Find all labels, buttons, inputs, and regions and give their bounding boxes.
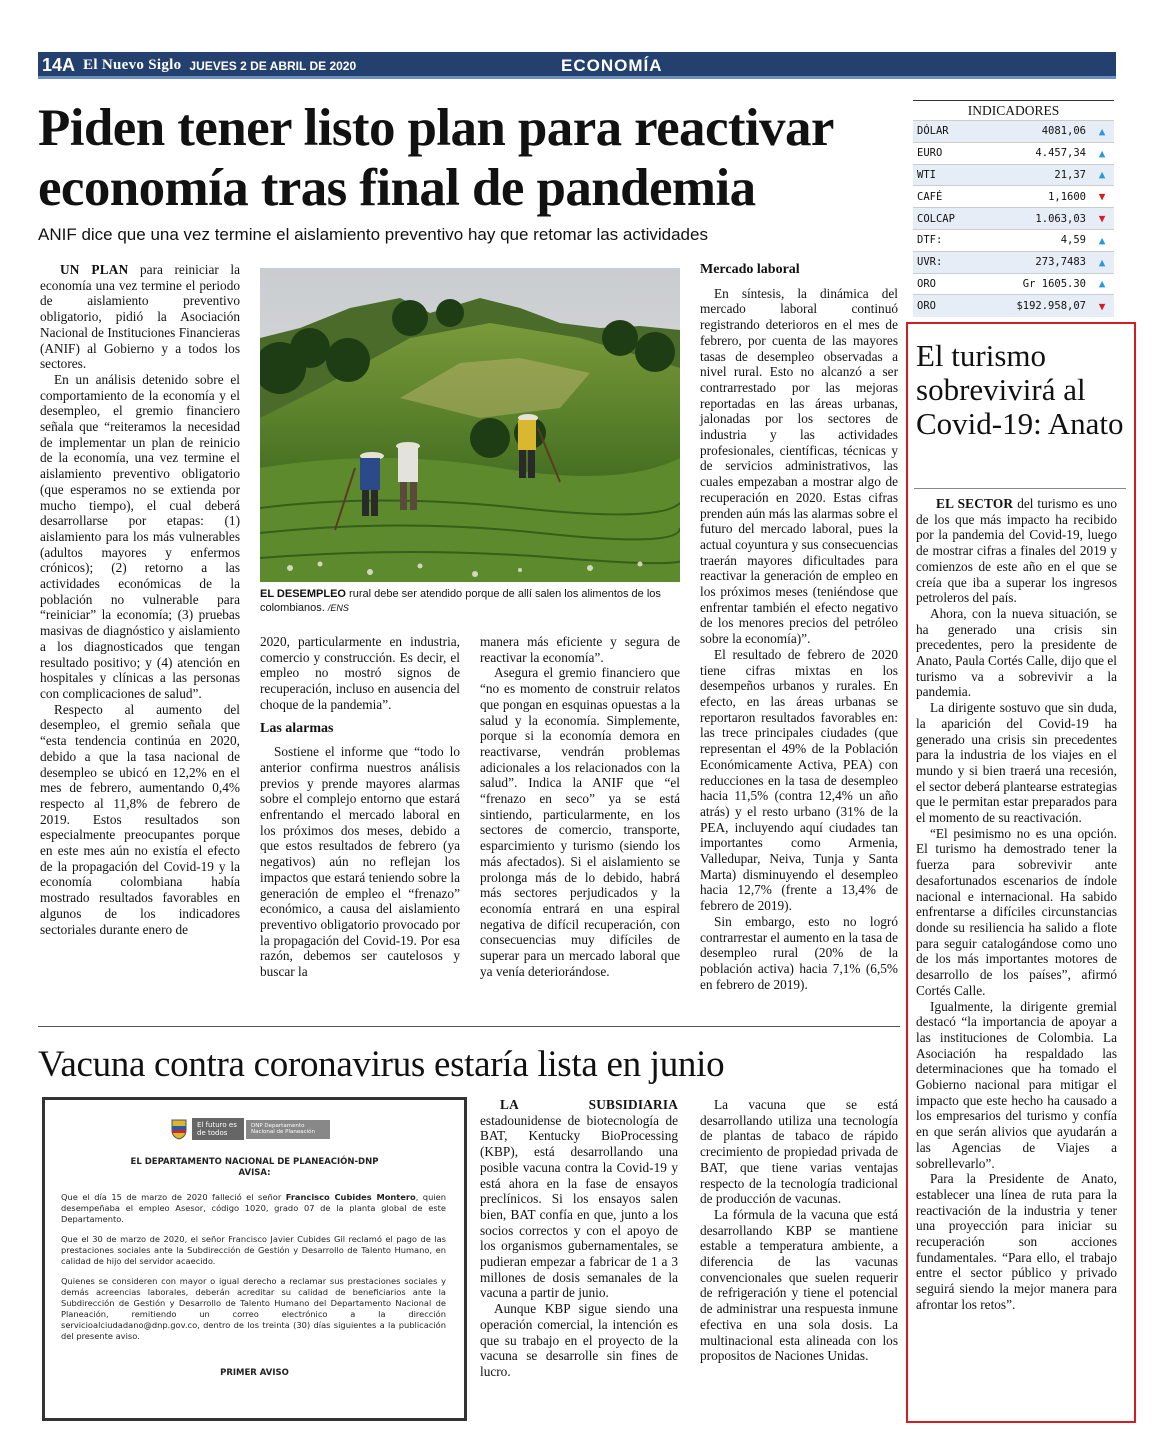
logo-slogan: El futuro es de todos [192, 1118, 244, 1140]
caption-lead: EL DESEMPLEO [260, 588, 346, 600]
photo-caption [260, 587, 680, 615]
notice-title-line: EL DEPARTAMENTO NACIONAL DE PLANEACIÓN-DNP [130, 1157, 379, 1167]
indicator-row [913, 208, 1114, 230]
arrow-down-icon: ▼ [1098, 299, 1106, 313]
paragraph: La dirigente sostuvo que sin duda, la aparición del Covid-19 ha generado una crisis sin precedentes para la industria de los viajes en el mundo y si bien traerá una recesión, el sector deberá plantearse estrategias que le permitan estar preparados para el momento de su reactivación. [916, 700, 1117, 826]
arrow-down-icon: ▼ [1098, 212, 1106, 226]
paragraph: Igualmente, la dirigente gremial destacó “la importancia de apoyar a las instituciones de Colombia. La Asociación ha respaldado las determinaciones que ha tomado el Gobierno nacional para mitigar el impacto que este hecho ha causado a los empresarios del turismo y confía en que serán alivios que ayudarán a las Agencias de Viajes a sobrellevarlo”. [916, 998, 1117, 1171]
page-header [38, 52, 1116, 79]
paragraph: Asegura el gremio financiero que “no es momento de construir relatos que pongan en esquinas opuestas a la salud y la economía. Simplemente, porque si la economía demora en reactivarse, vendrán problemas adicionales a los relacionados con la salud”. Indica la ANIF que “el “frenazo en seco” ya se está sintiendo, particularmente, en los sectores de comercio, transporte, esparcimiento y turismo (siendo los más afectados). Si el aislamiento se prolonga más de lo debido, habrá más sectores perjudicados y la economía entrará en una espiral negativa de difícil recuperación, con consecuencias muy difíciles de superar para un mercado laboral que ya venía deteriorándose. [480, 665, 680, 979]
notice-subtitle: AVISA: [238, 1168, 271, 1178]
lead-in: LA SUBSIDIARIA [500, 1097, 678, 1112]
indicator-value: 1.063,03 [979, 208, 1090, 230]
paragraph: En un análisis detenido sobre el comportamiento de la economía y el desempleo, el gremio financiero señala que “reiteramos la necesidad de implementar un plan de reinicio de la economía, una vez termine el aislamiento preventivo obligatorio (que esperamos no se extienda por mucho tiempo), el cual deberá desarrollarse por etapas: (1) aislamiento para los más vulnerables (adultos mayores y enfermos crónicos); (2) retorno a las actividades económicas de la población no vulnerable para “reiniciar” la economía; (3) pruebas masivas de diagnóstico y aislamiento a los diagnosticados que tengan resultado positivo; y (4) atención en hospitales y clínicas a las personas con complicaciones de salud”. [40, 371, 240, 701]
logo-institution: DNP Departamento Nacional de Planeación [246, 1120, 330, 1139]
deceased-name: Francisco Cubides Montero [285, 1192, 416, 1202]
paragraph: Para la Presidente de Anato, establecer una línea de ruta para la reactivación de la industria y tener una proyección para iniciar su recuperación son acciones fundamentales. “Para ello, el trabajo entre el sector público y privado seguirá siendo la mejor manera para afrontar los retos”. [916, 1171, 1117, 1312]
paragraph: manera más eficiente y segura de reactivar la economía”. [480, 634, 680, 665]
indicator-value: 4.457,34 [979, 142, 1090, 164]
page-number: 14A [42, 55, 76, 75]
lead-in: EL SECTOR [936, 496, 1014, 511]
issue-date: JUEVES 2 DE ABRIL DE 2020 [189, 58, 357, 73]
arrow-up-icon: ▲ [1098, 146, 1106, 160]
photo-credit: /ENS [327, 603, 349, 613]
indicator-row [913, 142, 1114, 164]
paragraph: En síntesis, la dinámica del mercado laboral continuó registrando deterioros en el mes de febrero, por cuenta de las mayores tasas de desempleo observadas a nivel rural. Esto no alcanzó a ser contrarrestado por las mejoras reportadas en las áreas urbanas, jalonadas por los sectores de industria y las actividades profesionales, científicas, técnicas y de servicios administrativos, las cuales empezaban a mostrar algo de recuperación en 2020. Estas cifras prenden aún más las alarmas sobre el futuro del mercado laboral, pues la actual coyuntura y sus consecuencias traerán mayores dificultades para reactivar la generación de empleo en los próximos meses (teniéndose que enfrentar también el efecto negativo de los menores precios del petróleo sobre la economía)”. [700, 285, 898, 647]
notice-paragraph [61, 1192, 446, 1225]
paragraph: 2020, particularmente en industria, comercio y construcción. Es decir, el empleo no mostró signos de recuperación, incluso en ausencia del choque de la pandemia”. [260, 634, 460, 712]
indicator-name: EURO [913, 142, 979, 164]
indicator-value: 4,59 [979, 229, 1090, 251]
publication-name: El Nuevo Siglo [83, 57, 182, 73]
article-column-1 [40, 262, 240, 937]
notice-body [61, 1192, 446, 1351]
paragraph: El resultado de febrero de 2020 tiene cifras mixtas en los desempeños urbanos y rurales. En efecto, en las áreas urbanas se reportaron resultados favorables en: las trece principales ciudades (que representan el 49% de la Población Económicamente Activa, PEA) con reducciones en la tasa de desempleo hacia 11,5% (contra 12,4% un año atrás) y el resto urbano (31% de la PEA, incluyendo aquí ciudades tan importantes como Armenia, Valledupar, Neiva, Tunja y Santa Marta) disminuyendo el desempleo hacia 12,7% (frente a 13,4% de febrero de 2019). [700, 646, 898, 914]
section-heading: Las alarmas [260, 720, 334, 736]
indicator-value: Gr 1605.30 [979, 273, 1090, 295]
paragraph: Sostiene el informe que “todo lo anterior confirma nuestros análisis previos y prende mayores alarmas sobre el complejo entorno que estará enfrentando el mercado laboral en los próximos dos meses, debido a que estos resultados de febrero (ya negativos) aún no reflejan los impactos que estará teniendo sobre la generación de empleo el “frenazo” económico, a causa del aislamiento preventivo obligatorio provocado por la propagación del Covid-19. Por esa razón, debemos ser cautelosos y buscar la [260, 744, 460, 980]
indicator-name: ORO [913, 273, 979, 295]
tourism-body [916, 496, 1117, 1313]
arrow-up-icon: ▲ [1098, 277, 1106, 291]
indicator-row [913, 229, 1114, 251]
paragraph: La vacuna que se está desarrollando utiliza una tecnología de plantas de tabaco de rápido crecimiento de propiedad privada de BAT, que tiene varias ventajas respecto de la tecnología tradicional de producción de vacunas. [700, 1097, 898, 1207]
paragraph: Aunque KBP sigue siendo una operación comercial, la intención es que su trabajo en el proyecto de la vacuna se desarrolle sin fines de lucro. [480, 1301, 678, 1379]
indicator-row [913, 121, 1114, 143]
arrow-up-icon: ▲ [1098, 233, 1106, 247]
arrow-up-icon: ▲ [1098, 255, 1106, 269]
indicator-row [913, 251, 1114, 273]
article-column-3 [480, 634, 680, 979]
notice-paragraph: Quienes se consideren con mayor o igual derecho a reclamar sus prestaciones sociales y demás acreencias laborales, deberán acreditar su calidad de beneficiarios ante la Subdirección de Gestión y Desarrollo de Talento Humano del Departamento Nacional de Planeación, remitiendo un correo electrónico a la dirección servicioalciudadano@dnp.gov.co, dentro de los treinta (30) días siguientes a la publicación del presente aviso. [61, 1276, 446, 1341]
section-heading: Mercado laboral [700, 262, 800, 277]
main-headline: Piden tener listo plan para reactivar economía tras final de pandemia [38, 99, 833, 217]
indicator-name: COLCAP [913, 208, 979, 230]
indicator-name: DTF: [913, 229, 979, 251]
indicator-name: WTI [913, 164, 979, 186]
paragraph: para reiniciar la economía una vez termine el periodo de aislamiento preventivo obligatorio, pidió la Asociación Nacional de Instituciones Financieras (ANIF) al Gobierno y a todos los sectores. [40, 262, 240, 372]
paragraph: del turismo es uno de los que más impacto ha recibido por la pandemia del Covid-19, luego de mostrar cifras a finales del 2019 y comienzos de este año en el que se creía que iba a superar los ingresos petroleros del país. [916, 496, 1117, 606]
section-name: ECONOMÍA [561, 56, 663, 75]
indicator-row [913, 186, 1114, 208]
indicator-value: 21,37 [979, 164, 1090, 186]
indicator-name: CAFÉ [913, 186, 979, 208]
colombia-shield-icon [170, 1118, 188, 1140]
tourism-headline: El turismo sobrevivirá al Covid-19: Anato [916, 338, 1124, 441]
arrow-down-icon: ▼ [1098, 190, 1106, 204]
indicator-row [913, 164, 1114, 186]
vaccine-column-1 [480, 1097, 678, 1380]
lead-in: UN PLAN [60, 262, 129, 277]
paragraph: estadounidense de biotecnología de BAT, Kentucky BioProcessing (KBP), está desarrollando una posible vacuna contra la Covid-19 y está ahora en la fase de ensayos preclínicos. Si los ensayos salen bien, BAT confía en que, junto a los socios correctos y con el apoyo de los organismos gubernamentales, se pudieran empezar a fabricar de 1 a 3 millones de dosis semanales de la vacuna a partir de junio. [480, 1112, 678, 1301]
dnp-notice [42, 1097, 467, 1421]
indicators-title: INDICADORES [967, 103, 1060, 118]
indicator-row [913, 273, 1114, 295]
indicator-row [913, 295, 1114, 317]
notice-paragraph: Que el 30 de marzo de 2020, el señor Francisco Javier Cubides Gil reclamó el pago de las prestaciones sociales ante la Subdirección de Gestión y Desarrollo de Talento Humano, en calidad de hijo del servidor acaecido. [61, 1234, 446, 1266]
indicators-table [913, 120, 1114, 317]
divider [914, 488, 1126, 489]
caption-text: rural debe ser atendido porque de allí salen los alimentos de los colombianos. [260, 588, 661, 614]
divider [38, 1026, 900, 1027]
article-column-2 [260, 634, 460, 980]
article-column-4 [700, 262, 898, 992]
vaccine-column-2 [700, 1097, 898, 1364]
text: Que el día 15 de marzo de 2020 falleció el señor [61, 1192, 286, 1202]
indicator-name: UVR: [913, 251, 979, 273]
paragraph: “El pesimismo no es una opción. El turismo ha demostrado tener la fuerza para sobrevivir ante desafortunados escenarios de índole nacional e internacional. Ha sabido enfrentarse a difíciles circunstancias donde su resiliencia ha salido a flote para seguir catalogándose como uno de los más importantes motores de desarrollo de los países”, afirmó Cortés Calle. [916, 825, 1117, 998]
indicator-value: 273,7483 [979, 251, 1090, 273]
header-underline [38, 76, 1116, 79]
indicator-name: DÓLAR [913, 121, 979, 143]
main-subhead: ANIF dice que una vez termine el aislamiento preventivo hay que retomar las actividades [38, 225, 708, 244]
paragraph: La fórmula de la vacuna que está desarrollando KBP se mantiene estable a temperatura ambiente, a diferencia de las vacunas convencionales que suelen requerir de refrigeración y tiene el potencial de administrar una respuesta inmune efectiva en una sola dosis. La multinacional esta alineada con los propositos de Naciones Unidas. [700, 1206, 898, 1364]
indicator-value: $192.958,07 [979, 295, 1090, 317]
paragraph: Respecto al aumento del desempleo, el gremio señala que “esta tendencia continúa en 2020, debido a que la tasa nacional de desempleo se ubicó en 12,2% en el mes de febrero, aumentando 0,4% respecto al 11,8% de febrero de 2019. Estos resultados son especialmente preocupantes porque en este mes aún no existía el efecto de la propagación del Covid-19 y la economía colombiana había mostrado resultados favorables en algunos de los indicadores sectoriales durante enero de [40, 701, 240, 937]
indicator-name: ORO [913, 295, 979, 317]
indicator-value: 4081,06 [979, 121, 1090, 143]
paragraph: Sin embargo, esto no logró contrarrestar el aumento en la tasa de desempleo rural (20% de la población activa) hacia 7,1% (6,5% en febrero de 2019). [700, 913, 898, 992]
paragraph: Ahora, con la nueva situación, se ha generado una crisis sin precedentes, pero la presidente de Anato, Paula Cortés Calle, dijo que el turismo va a sobrevivir a la pandemia. [916, 605, 1117, 700]
dnp-logo [170, 1114, 340, 1144]
text: , quien desempeñaba el empleo Asesor, código 1020, grado 07 de la planta global de este Departamento. [61, 1192, 446, 1224]
arrow-up-icon: ▲ [1098, 124, 1106, 138]
farm-photo [260, 268, 680, 582]
indicator-value: 1,1600 [979, 186, 1090, 208]
notice-footer: PRIMER AVISO [220, 1368, 289, 1378]
indicators-panel [913, 100, 1114, 317]
arrow-up-icon: ▲ [1098, 168, 1106, 182]
vaccine-headline: Vacuna contra coronavirus estaría lista en junio [38, 1044, 725, 1085]
notice-title [45, 1157, 464, 1179]
